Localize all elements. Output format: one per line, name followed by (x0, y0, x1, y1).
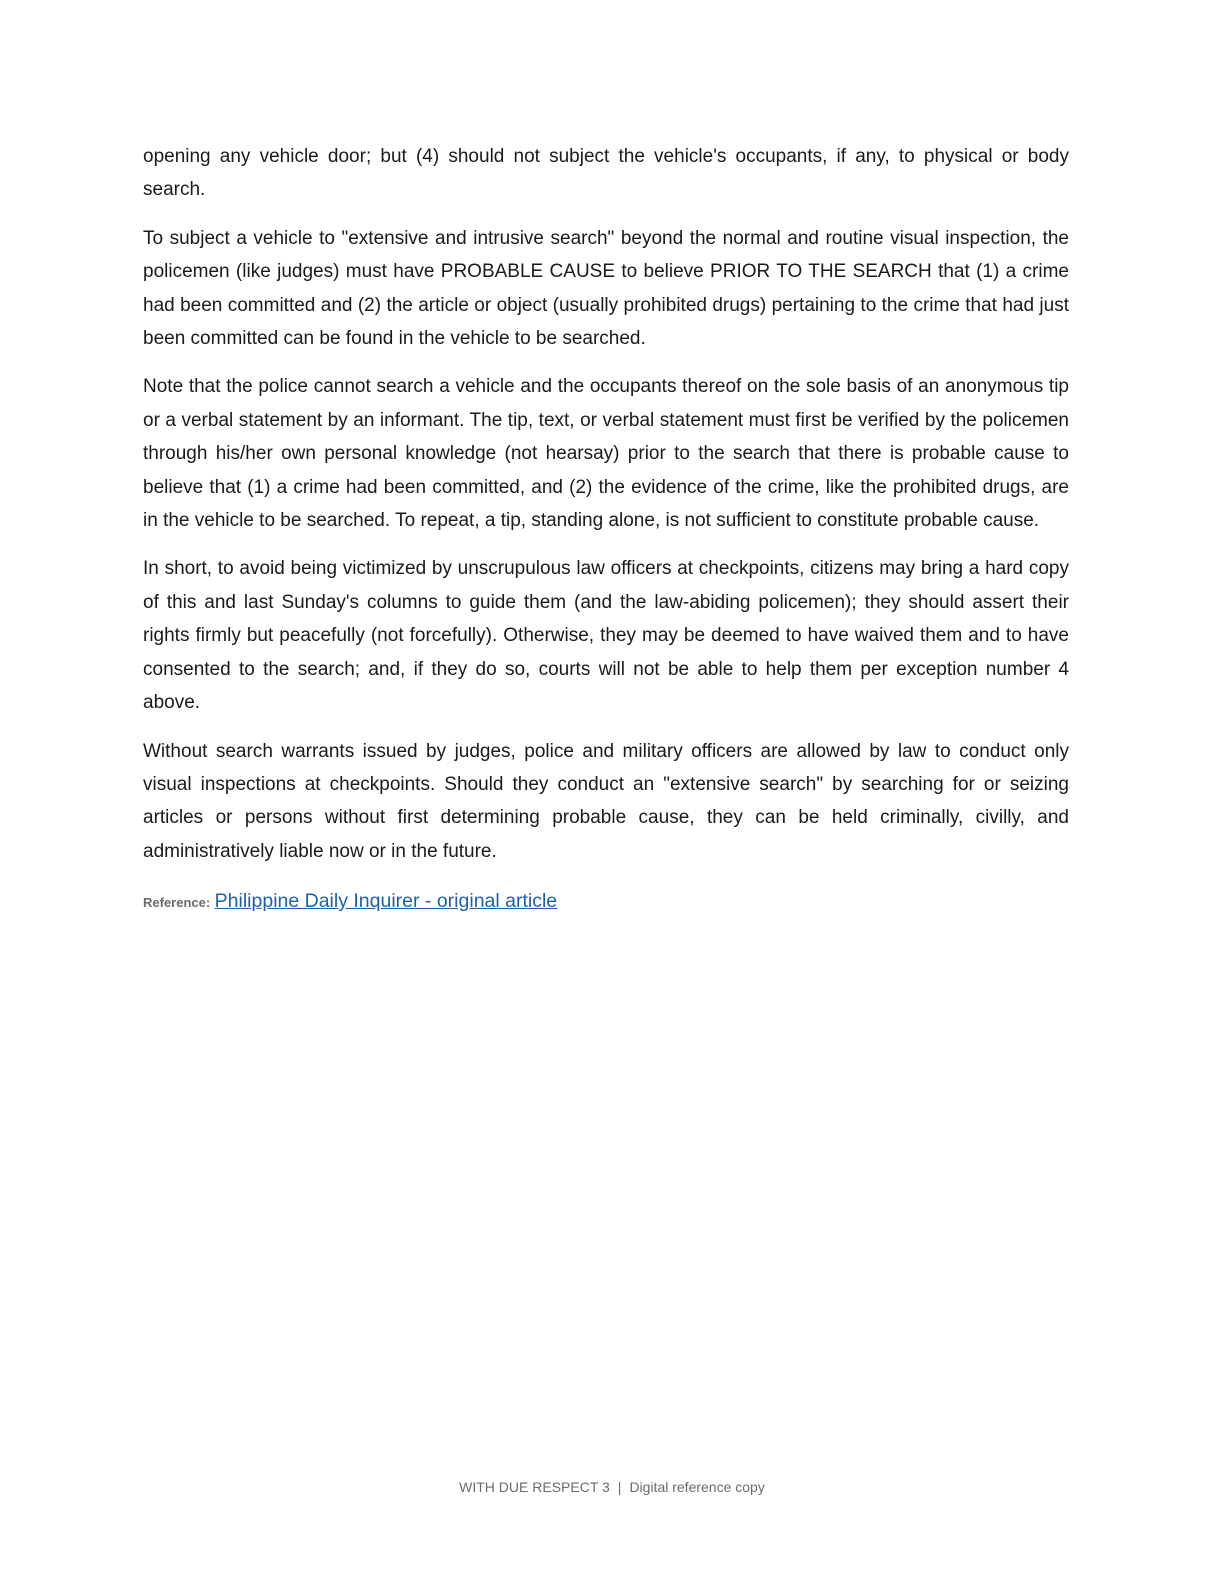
reference-line (143, 886, 1069, 918)
footer-note: Digital reference copy (629, 1479, 765, 1495)
reference-label: Reference: (143, 895, 211, 911)
footer-title: WITH DUE RESPECT 3 (459, 1479, 610, 1495)
paragraph-4: In short, to avoid being victimized by unscrupulous law officers at checkpoints, citizens may bring a hard copy of this and last Sunday's columns to guide them (and the law-abiding policemen); they should assert their rights firmly but peacefully (not forcefully). Otherwise, they may be deemed to have waived them and to have consented to the search; and, if they do so, courts will not be able to help them per exception number 4 above. (143, 558, 1069, 714)
page-footer (0, 1479, 1224, 1495)
paragraph-5: Without search warrants issued by judges, police and military officers are allowed by law to conduct only visual inspections at checkpoints. Should they conduct an "extensive search" by searching for or seizing articles or persons without first determining probable cause, they can be held criminally, civilly, and administratively liable now or in the future. (143, 740, 1069, 862)
paragraph-2: To subject a vehicle to "extensive and intrusive search" beyond the normal and routine visual inspection, the policemen (like judges) must have PROBABLE CAUSE to believe PRIOR TO THE SEARCH that (1) a crime had been committed and (2) the article or object (usually prohibited drugs) pertaining to the crime that had just been committed can be found in the vehicle to be searched. (143, 227, 1069, 350)
paragraph-1: opening any vehicle door; but (4) should not subject the vehicle's occupants, if any, to physical or body search. (143, 146, 1069, 201)
footer-separator: | (617, 1479, 622, 1495)
reference-link[interactable]: Philippine Daily Inquirer - original article (214, 890, 558, 913)
paragraph-3: Note that the police cannot search a vehicle and the occupants thereof on the sole basis of an anonymous tip or a verbal statement by an informant. The tip, text, or verbal statement must first be verified by the policemen through his/her own personal knowledge (not hearsay) prior to the search that there is probable cause to believe that (1) a crime had been committed, and (2) the evidence of the crime, like the prohibited drugs, are in the vehicle to be searched. To repeat, a tip, standing alone, is not sufficient to constitute probable cause. (143, 376, 1069, 532)
document-page (143, 140, 1069, 918)
